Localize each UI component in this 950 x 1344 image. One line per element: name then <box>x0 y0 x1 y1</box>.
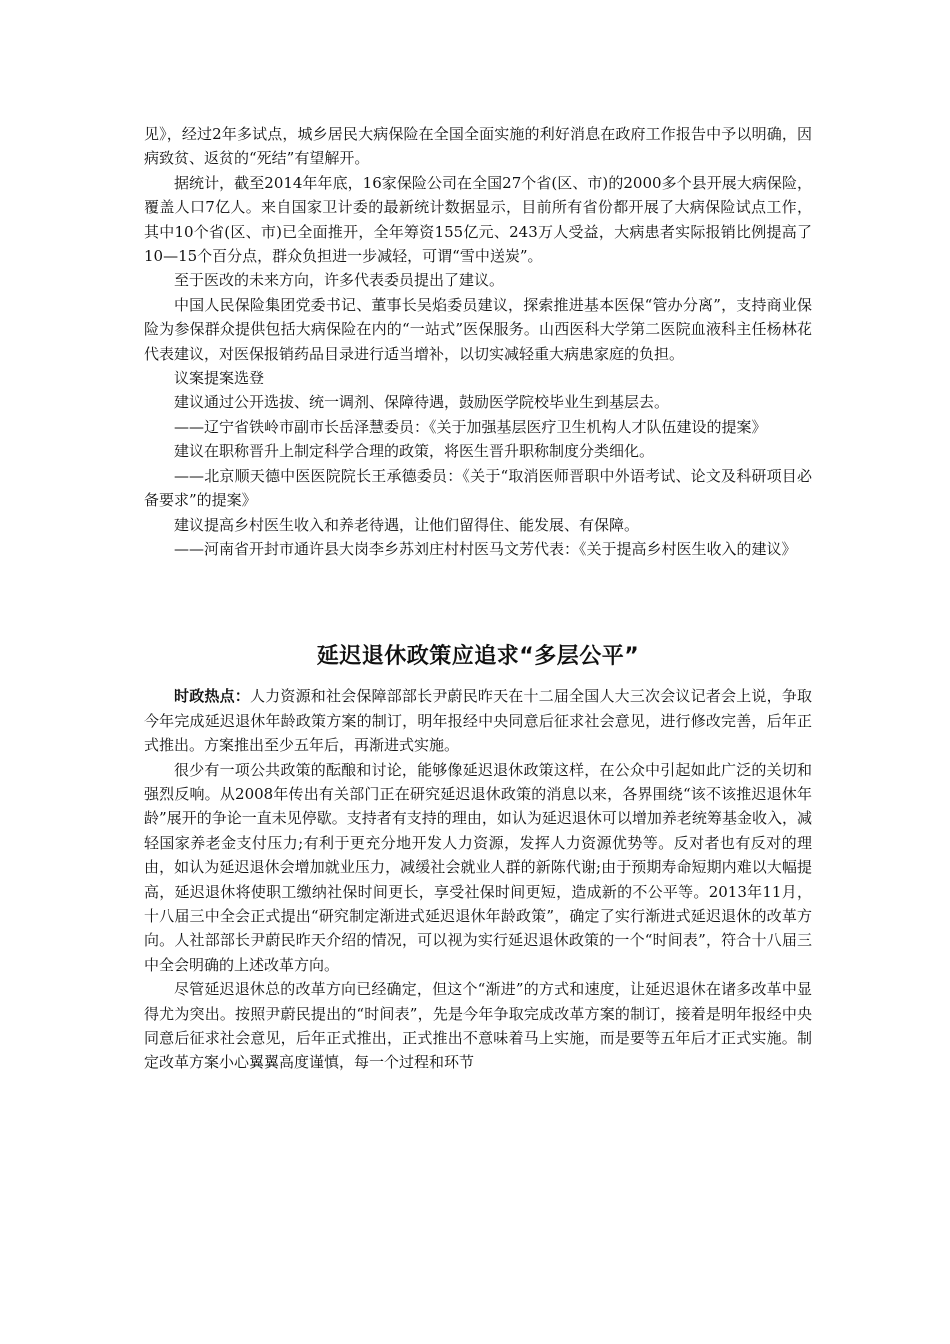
article-title: 延迟退休政策应追求“多层公平” <box>316 644 640 670</box>
paragraph: 中国人民保险集团党委书记、董事长吴焰委员建议，探索推进基本医保“管办分离”，支持商业保险为参保群众提供包括大病保险在内的“一站式”医保服务。山西医科大学第二医院血液科主任杨林花代表建议，对医保报销药品目录进行适当增补，以切实减轻重大病患家庭的负担。 <box>144 295 812 363</box>
section-spacer <box>144 561 812 639</box>
lead-paragraph <box>144 684 812 757</box>
paragraph: 至于医改的未来方向，许多代表委员提出了建议。 <box>174 271 505 290</box>
section-subheading: 议案提案选登 <box>174 369 265 388</box>
paragraph: 建议在职称晋升上制定科学合理的政策，将医生晋升职称制度分类细化。 <box>174 442 655 461</box>
paragraph: 建议提高乡村医生收入和养老待遇，让他们留得住、能发展、有保障。 <box>174 515 640 534</box>
article-medical-reform <box>144 122 812 561</box>
paragraph: 据统计，截至2014年年底，16家保险公司在全国27个省(区、市)的2000多个县开展大病保险，覆盖人口7亿人。来自国家卫计委的最新统计数据显示，目前所有省份都开展了大病保险试点工作，其中10个省(区、市)已全面推开，全年筹资155亿元、243万人受益，大病患者实际报销比例提高了10—15个百分点，群众负担进一步减轻，可谓“雪中送炭”。 <box>144 173 812 266</box>
proposal-attribution: ——北京顺天德中医医院院长王承德委员：《关于“取消医师晋职中外语考试、论文及科研项目必备要求”的提案》 <box>144 466 812 510</box>
paragraph: 建议通过公开选拔、统一调剂、保障待遇，鼓励医学院校毕业生到基层去。 <box>174 393 670 412</box>
article-delayed-retirement <box>144 639 812 1075</box>
lead-label: 时政热点： <box>174 687 250 706</box>
paragraph: 见》，经过2年多试点，城乡居民大病保险在全国全面实施的利好消息在政府工作报告中予以明确，因病致贫、返贫的“死结”有望解开。 <box>144 125 812 168</box>
lead-text: 人力资源和社会保障部部长尹蔚民昨天在十二届全国人大三次会议记者会上说，争取今年完成延迟退休年龄政策方案的制订，明年报经中央同意后征求社会意见，进行修改完善，后年正式推出。方案推出至少五年后，再渐进式实施。 <box>144 687 812 755</box>
document-page <box>144 122 812 1075</box>
proposal-attribution: ——河南省开封市通许县大岗李乡苏刘庄村村医马文芳代表：《关于提高乡村医生收入的建议》 <box>174 539 797 558</box>
paragraph: 很少有一项公共政策的酝酿和讨论，能够像延迟退休政策这样，在公众中引起如此广泛的关切和强烈反响。从2008年传出有关部门正在研究延迟退休政策的消息以来，各界围绕“该不该推迟退休年龄”展开的争论一直未见停歇。支持者有支持的理由，如认为延迟退休可以增加养老统筹基金收入，减轻国家养老金支付压力;有利于更充分地开发人力资源，发挥人力资源优势等。反对者也有反对的理由，如认为延迟退休会增加就业压力，减缓社会就业人群的新陈代谢;由于预期寿命短期内难以大幅提高，延迟退休将使职工缴纳社保时间更长，享受社保时间更短，造成新的不公平等。2013年11月，十八届三中全会正式提出“研究制定渐进式延迟退休年龄政策”，确定了实行渐进式延迟退休的改革方向。人社部部长尹蔚民昨天介绍的情况，可以视为实行延迟退休政策的一个“时间表”，符合十八届三中全会明确的上述改革方向。 <box>144 760 812 974</box>
paragraph: 尽管延迟退休总的改革方向已经确定，但这个“渐进”的方式和速度，让延迟退休在诸多改革中显得尤为突出。按照尹蔚民提出的“时间表”，先是今年争取完成改革方案的制订，接着是明年报经中央同意后征求社会意见，后年正式推出，正式推出不意味着马上实施，而是要等五年后才正式实施。制定改革方案小心翼翼高度谨慎，每一个过程和环节 <box>144 980 812 1072</box>
proposal-attribution: ——辽宁省铁岭市副市长岳泽慧委员：《关于加强基层医疗卫生机构人才队伍建设的提案》 <box>174 417 767 436</box>
